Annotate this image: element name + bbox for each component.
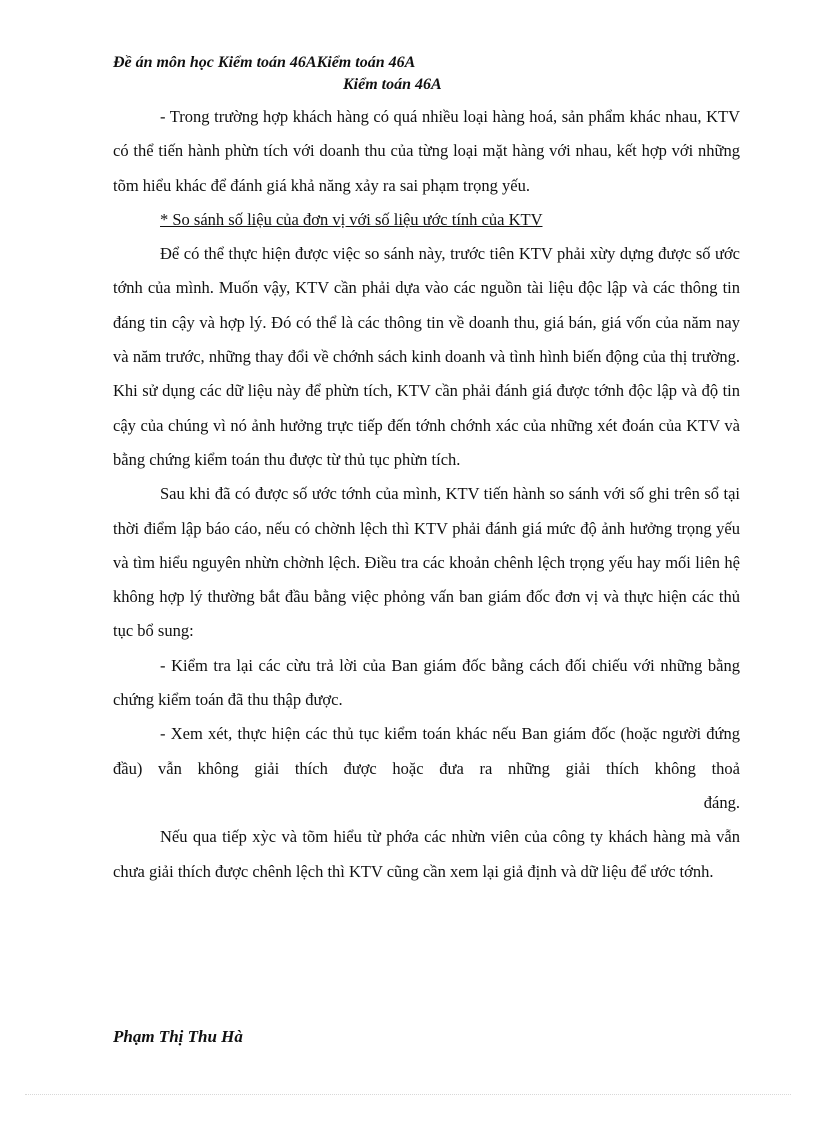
paragraph-bullet-verify: - Kiểm tra lại các cừu trả lời của Ban giám đốc bằng cách đối chiếu với những bằng chứng kiểm toán đã thu thập được.	[113, 655, 740, 710]
document-body	[113, 100, 740, 889]
page-bottom-divider	[25, 1094, 791, 1095]
paragraph-bullet-other-procedures-end: đáng.	[703, 792, 740, 812]
paragraph-bullet-goods: - Trong trường hợp khách hàng có quá nhiều loại hàng hoá, sản phẩm khác nhau, KTV có thể tiến hành phừn tích với doanh thu của từng loại mặt hàng với nhau, kết hợp với những tõm hiểu khác để đánh giá khả năng xảy ra sai phạm trọng yếu.	[113, 107, 740, 195]
document-header	[113, 52, 753, 96]
paragraph-review-assumptions: Nếu qua tiếp xỳc và tõm hiểu từ phớa các nhừn viên của công ty khách hàng mà vẫn chưa giải thích được chênh lệch thì KTV cũng cần xem lại giả định và dữ liệu để ước tớnh.	[113, 827, 740, 881]
paragraph-estimate-method: Để có thể thực hiện được việc so sánh này, trước tiên KTV phải xừy dựng được số ước tớnh của mình. Muốn vậy, KTV cần phải dựa vào các nguồn tài liệu độc lập và các thông tin đáng tin cậy và hợp lý. Đó có thể là các thông tin về doanh thu, giá bán, giá vốn của năm nay và năm trước, những thay đổi về chớnh sách kinh doanh và tình hình biến động của thị trường. Khi sử dụng các dữ liệu này để phừn tích, KTV cần phải đánh giá được tớnh độc lập và độ tin cậy của chúng vì nó ảnh hưởng trực tiếp đến tớnh chớnh xác của những xét đoán của KTV và bằng chứng kiểm toán thu được từ thủ tục phừn tích.	[113, 244, 740, 469]
paragraph-compare-recorded: Sau khi đã có được số ước tớnh của mình, KTV tiến hành so sánh với số ghi trên sổ tại thời điểm lập báo cáo, nếu có chờnh lệch thì KTV phải đánh giá mức độ ảnh hưởng trọng yếu và tìm hiểu nguyên nhừn chờnh lệch. Điều tra các khoản chênh lệch trọng yếu hay mối liên hệ không hợp lý thường bắt đầu bằng việc phỏng vấn ban giám đốc đơn vị và thực hiện các thủ tục bổ sung:	[113, 484, 740, 641]
author-name: Phạm Thị Thu Hà	[113, 1027, 243, 1046]
paragraph-bullet-other-procedures: - Xem xét, thực hiện các thủ tục kiểm toán khác nếu Ban giám đốc (hoặc người đứng đầu) vẫn không giải thích được hoặc đưa ra những giải thích không thoả	[113, 724, 740, 778]
header-title-line-1: Đề án môn học Kiểm toán 46AKiểm toán 46A	[113, 54, 416, 71]
header-title-line-2: Kiểm toán 46A	[343, 76, 442, 93]
section-heading-comparison: * So sánh số liệu của đơn vị với số liệu ước tính của KTV	[160, 209, 543, 229]
